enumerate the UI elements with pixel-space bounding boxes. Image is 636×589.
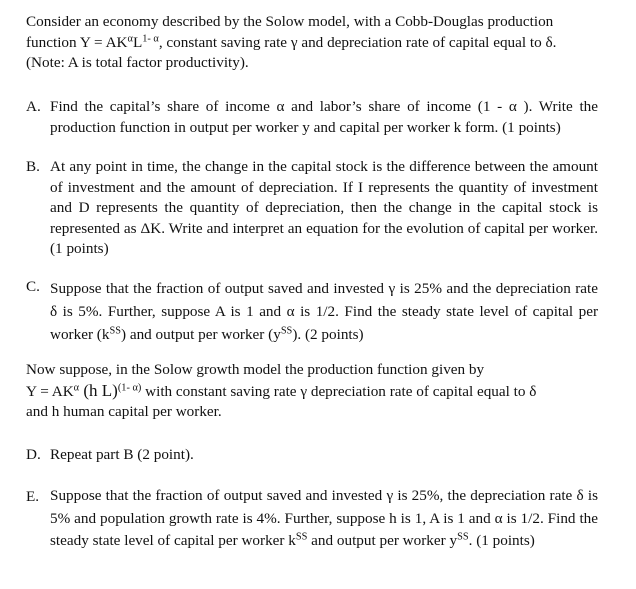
intro-labor-symbol: L — [132, 33, 143, 51]
question-e-text-part-2: and output per worker y — [307, 532, 458, 549]
question-d-text: Repeat part B (2 point). — [50, 446, 194, 463]
question-e — [26, 485, 598, 553]
question-d-letter: D. — [26, 446, 41, 463]
question-b-letter: B. — [26, 158, 40, 175]
steady-state-output-superscript: SS — [280, 325, 293, 337]
question-c-text-part-2: ) and output per worker (y — [120, 326, 281, 343]
extension-alpha-exponent: α — [73, 381, 80, 393]
question-b — [26, 157, 598, 260]
question-a-letter: A. — [26, 98, 41, 115]
intro-line-1: Consider an economy described by the Solow model, with a Cobb-Douglas production — [26, 13, 554, 30]
question-c — [26, 277, 598, 346]
question-c-text — [50, 277, 598, 346]
question-e-text-part-1: Suppose that the fraction of output saved and invested γ is 25%, the depreciation rate δ is 5% and population growth rate is 4%. Further, suppose h is 1, A is 1 and α is 1/2. Find the steady state level of capital per worker k — [50, 487, 598, 549]
intro-function-text: function Y = AK — [26, 33, 128, 51]
question-c-text-part-1: Suppose that the fraction of output saved and invested γ is 25% and the depreciation rate δ is 5%. Further, suppose A is 1 and α is 1/2. Find the steady state level of capital per worker (k — [50, 280, 598, 343]
question-c-text-part-3: ). (2 points) — [292, 326, 364, 343]
question-a — [26, 97, 598, 138]
question-b-text: At any point in time, the change in the capital stock is the difference between the amount of investment and the amount of depreciation. If I represents the quantity of investment and D represents the quantity of depreciation, then the change in the capital stock is represented as ΔK. Write and interpret an equation for the evolution of capital per worker. (1 points) — [50, 158, 598, 257]
question-c-letter: C. — [26, 278, 40, 295]
extension-function-text: Y = AK — [26, 382, 74, 400]
one-minus-alpha-exponent: 1- α — [142, 32, 159, 44]
extension-one-minus-alpha-exponent: (1- α) — [117, 381, 142, 393]
question-e-capital-superscript: SS — [295, 531, 308, 543]
steady-state-capital-superscript: SS — [109, 325, 121, 337]
extension-line-3: and h human capital per worker. — [26, 403, 222, 420]
question-e-text-part-3: . (1 points) — [468, 532, 535, 549]
question-d — [26, 445, 598, 466]
alpha-exponent: α — [127, 32, 133, 44]
extension-rates-text: with constant saving rate γ depreciation rate of capital equal to δ — [141, 382, 537, 400]
question-e-letter: E. — [26, 488, 40, 505]
extension-human-capital-term: (h L) — [79, 380, 118, 400]
intro-paragraph — [26, 12, 596, 74]
extension-paragraph — [26, 360, 602, 423]
extension-line-1: Now suppose, in the Solow growth model the production function given by — [26, 361, 485, 378]
intro-rates-text: , constant saving rate γ and depreciation rate of capital equal to δ. — [158, 33, 557, 51]
question-e-text — [50, 485, 598, 553]
question-a-text: Find the capital’s share of income α and labor’s share of income (1 - α ). Write the production function in output per worker y and capital per worker k form. (1 points) — [50, 98, 598, 136]
intro-note: (Note: A is total factor productivity). — [26, 54, 249, 71]
question-e-output-superscript: SS — [457, 531, 469, 543]
